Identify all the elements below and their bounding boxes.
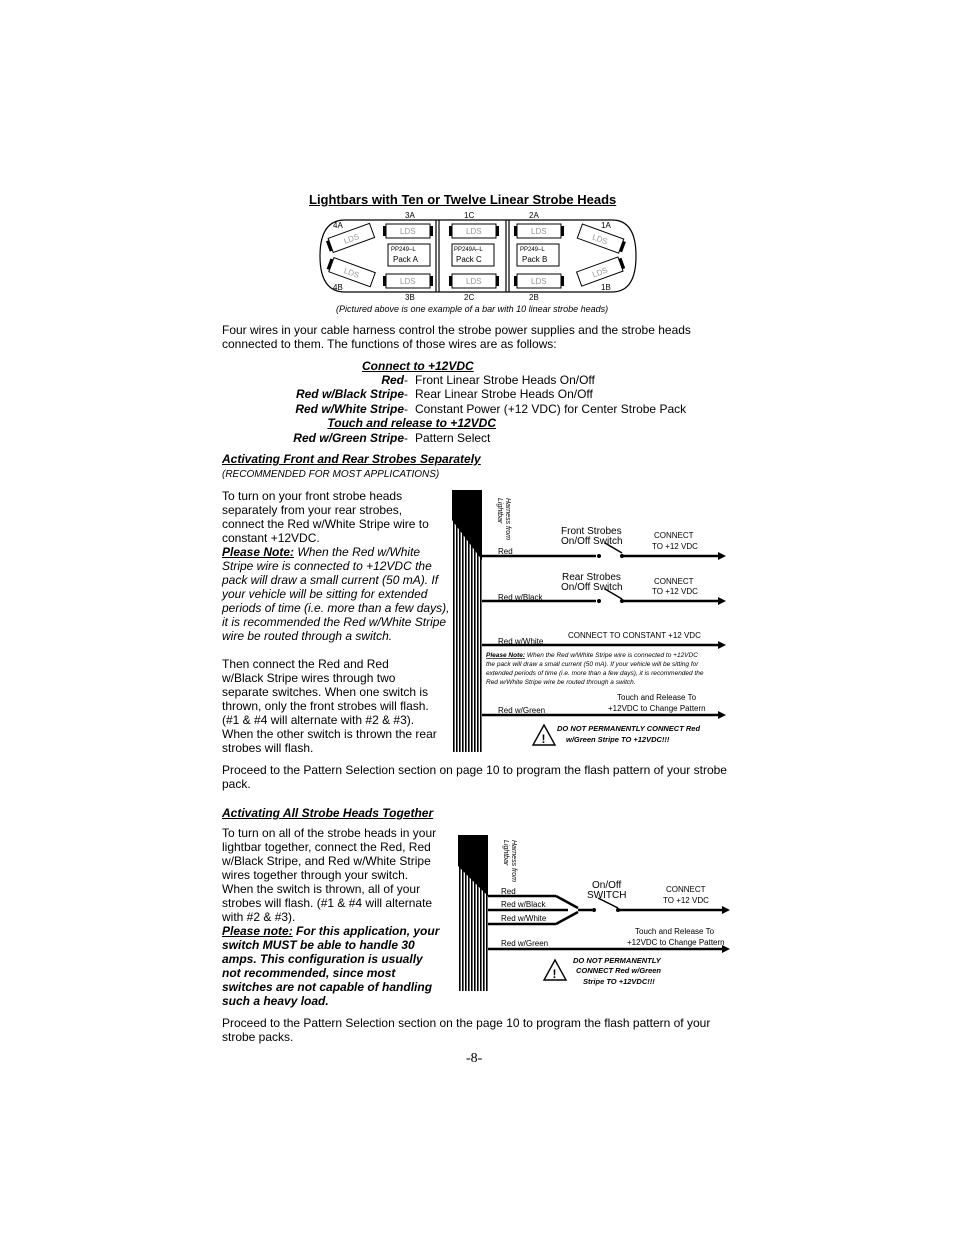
svg-text:LDS: LDS <box>531 277 547 286</box>
wire2-label-red-white: Red w/White <box>501 914 547 923</box>
wire2-label-red-green: Red w/Green <box>501 939 549 948</box>
wire-label-red-black: Red w/Black <box>498 593 543 602</box>
touch2-label: Touch and Release To <box>635 927 715 936</box>
svg-text:Lightbar: Lightbar <box>496 498 503 524</box>
svg-text:extended periods of time (i.e.: extended periods of time (i.e. more than a few days), it is recommended the <box>486 670 704 677</box>
section-title: Lightbars with Ten or Twelve Linear Strobe Heads <box>309 192 617 207</box>
diagram-note: Please Note: When the Red w/White Stripe wire is connected to +12VDC <box>486 652 698 659</box>
svg-text:+12VDC to Change Pattern: +12VDC to Change Pattern <box>627 938 725 947</box>
harness-label-2 <box>502 840 517 882</box>
section1-proceed: Proceed to the Pattern Selection section on page 10 to program the flash pattern of your strobe pack. <box>222 763 727 791</box>
svg-text:Stripe TO +12VDC!!!: Stripe TO +12VDC!!! <box>583 977 655 986</box>
connect-label-2: CONNECT <box>654 577 694 586</box>
svg-text:LDS: LDS <box>400 277 416 286</box>
svg-text:TO +12 VDC: TO +12 VDC <box>652 542 698 551</box>
label-2A: 2A <box>529 211 539 220</box>
wire-row-red: Red - Front Linear Strobe Heads On/Off <box>381 373 595 387</box>
svg-text:+12VDC to Change Pattern: +12VDC to Change Pattern <box>608 704 706 713</box>
wire-label-red: Red <box>498 547 513 556</box>
section2-heading: Activating All Strobe Heads Together <box>222 806 434 820</box>
rear-switch-label: Rear Strobes <box>562 572 621 583</box>
svg-text:Pack C: Pack C <box>456 255 482 264</box>
wire-row-red-green: Red w/Green Stripe - Pattern Select <box>293 430 491 445</box>
svg-text:TO +12 VDC: TO +12 VDC <box>652 587 698 596</box>
svg-text:Pack B: Pack B <box>522 255 548 264</box>
warning-text-1: DO NOT PERMANENTLY CONNECT Red <box>557 724 701 733</box>
wire-row-red-white: Red w/White Stripe - Constant Power (+12 VDC) for Center Strobe Pack <box>295 401 687 416</box>
label-1A: 1A <box>601 221 611 230</box>
section1-subheading: (RECOMMENDED FOR MOST APPLICATIONS) <box>222 469 440 480</box>
svg-text:Red w/White Stripe wire be rou: Red w/White Stripe wire be routed through a switch. <box>486 679 636 686</box>
intro-text: Four wires in your cable harness control the strobe power supplies and the strobe heads connected to them. The functions of those wires are as follows: <box>222 323 691 351</box>
page-number: -8- <box>466 1051 483 1066</box>
svg-text:LDS: LDS <box>466 227 482 236</box>
wire2-label-red-black: Red w/Black <box>501 900 546 909</box>
svg-text:PP249–L: PP249–L <box>520 247 545 253</box>
label-3B: 3B <box>405 293 415 302</box>
svg-text:LDS: LDS <box>342 232 361 246</box>
wire-heading-connect: Connect to +12VDC <box>362 359 474 373</box>
svg-text:CONNECT Red w/Green: CONNECT Red w/Green <box>576 966 662 975</box>
section1-body: To turn on your front strobe heads separately from your rear strobes, connect the Red w/White Stripe wire to constant +12VDC. Please Note: When the Red w/White Stripe wire is connected to +12VDC the pack will draw a small current (50 mA). If your vehicle will be sitting for extended periods of time (i.e. more than a few days), it is recommended the Red w/White Stripe wire be routed through a switch. Then connect the Red and Red w/Black Stripe wires through two separate switches. When one switch is thrown, only the front strobes will flash. (#1 & #4 will alternate with #2 & #3). When the other switch is thrown the rear strobes will flash. <box>222 489 450 755</box>
touch-release-label: Touch and Release To <box>617 693 697 702</box>
svg-text:!: ! <box>541 732 546 746</box>
warning2-text: DO NOT PERMANENTLY <box>573 956 661 965</box>
front-switch-label: Front Strobes <box>561 526 622 537</box>
svg-text:On/Off Switch: On/Off Switch <box>561 582 623 593</box>
svg-text:LDS: LDS <box>400 227 416 236</box>
lightbar-caption: (Pictured above is one example of a bar with 10 linear strobe heads) <box>336 304 609 314</box>
label-3A: 3A <box>405 211 415 220</box>
wire-label-red-white: Red w/White <box>498 637 544 646</box>
svg-text:Harness from: Harness from <box>510 840 517 883</box>
svg-text:LDS: LDS <box>591 232 609 247</box>
svg-text:!: ! <box>552 967 557 981</box>
svg-text:TO +12 VDC: TO +12 VDC <box>663 896 709 905</box>
switch-label: On/Off <box>592 880 622 891</box>
svg-text:LDS: LDS <box>531 227 547 236</box>
svg-text:LDS: LDS <box>591 265 609 280</box>
connect-label-1: CONNECT <box>654 531 694 540</box>
label-2B: 2B <box>529 293 539 302</box>
section2-body: To turn on all of the strobe heads in your lightbar together, connect the Red, Red w/Black Stripe, and Red w/White Stripe wires together through your switch. When the switch is thrown, all of your strobes will flash. (#1 & #4 will alternate with #2 & #3). Please note: For this application, your switch MUST be able to handle 30 amps. This configuration is usually not recommended, since most switches are not capable of handling such a heavy load. <box>222 826 440 1008</box>
svg-text:Lightbar: Lightbar <box>502 840 509 866</box>
label-1C: 1C <box>464 211 475 220</box>
connect-constant-label: CONNECT TO CONSTANT +12 VDC <box>568 631 701 640</box>
wire2-label-red: Red <box>501 887 516 896</box>
label-2C: 2C <box>464 293 475 302</box>
label-4B: 4B <box>333 283 343 292</box>
warning2-icon <box>544 960 566 981</box>
svg-text:the pack will draw a small cur: the pack will draw a small current (50 mA). If your vehicle will be sitting for <box>486 661 699 668</box>
svg-text:w/Green Stripe TO +12VDC!!!: w/Green Stripe TO +12VDC!!! <box>566 735 670 744</box>
svg-text:LDS: LDS <box>342 266 361 280</box>
wire-heading-touch-row: Touch and release to +12VDC <box>327 416 496 431</box>
wire-row-red-black: Red w/Black Stripe - Rear Linear Strobe Heads On/Off <box>295 387 593 402</box>
svg-text:SWITCH: SWITCH <box>587 890 627 901</box>
svg-text:PP249A–L: PP249A–L <box>454 247 483 253</box>
svg-text:Harness from: Harness from <box>504 498 511 541</box>
section2-proceed: Proceed to the Pattern Selection section on the page 10 to program the flash pattern of your strobe packs. <box>222 1016 711 1044</box>
svg-text:LDS: LDS <box>466 277 482 286</box>
wire-label-red-green: Red w/Green <box>498 706 546 715</box>
svg-text:Pack A: Pack A <box>393 255 418 264</box>
label-1B: 1B <box>601 283 611 292</box>
connect2-label: CONNECT <box>666 885 706 894</box>
svg-text:PP249–L: PP249–L <box>391 247 416 253</box>
label-4A: 4A <box>333 221 343 230</box>
svg-text:On/Off Switch: On/Off Switch <box>561 536 623 547</box>
section1-heading: Activating Front and Rear Strobes Separately <box>222 452 481 466</box>
